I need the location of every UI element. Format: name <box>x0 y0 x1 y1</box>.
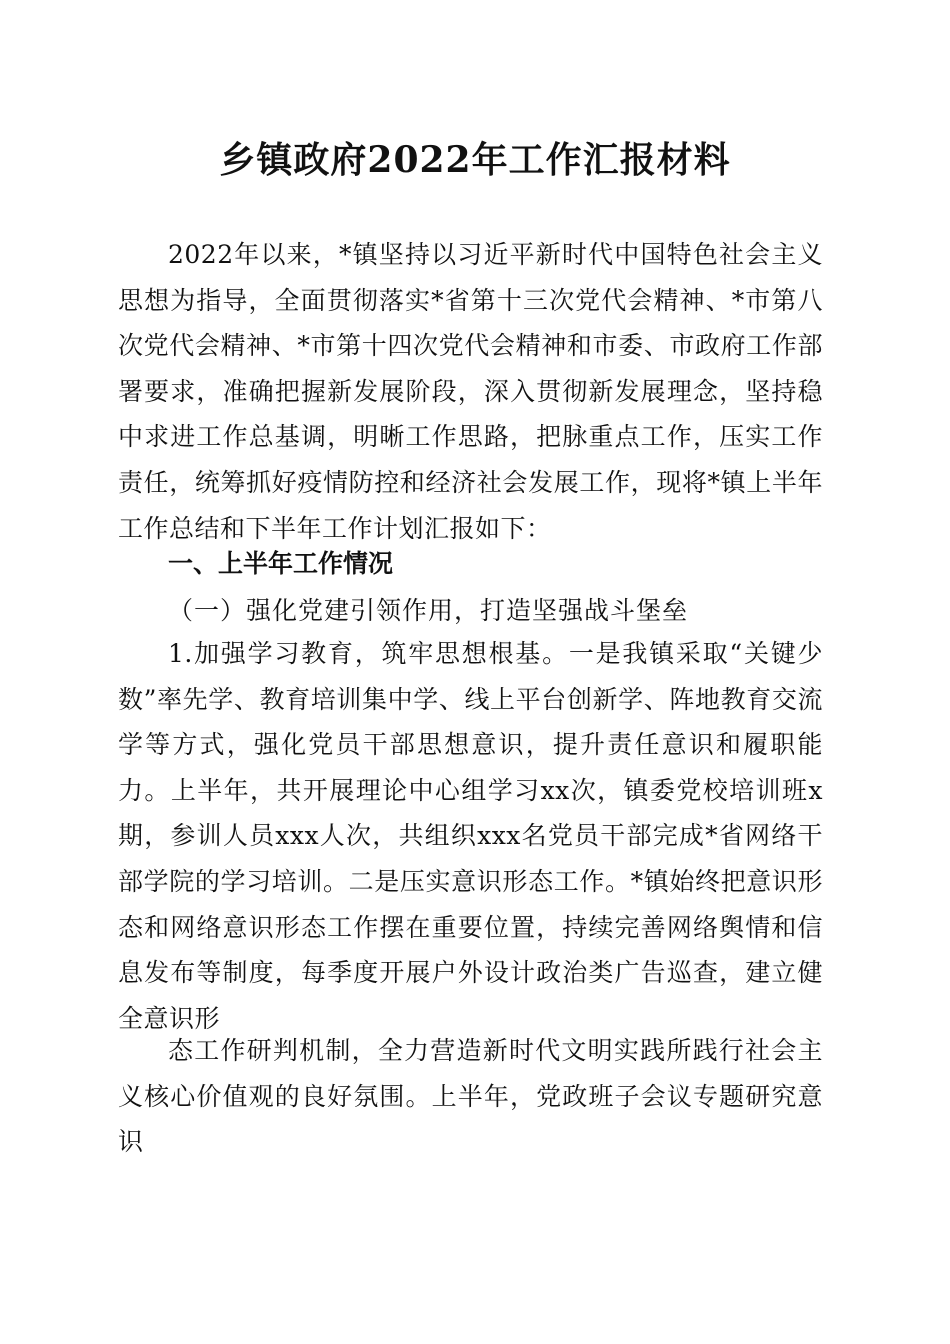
paragraph-intro: 2022年以来，*镇坚持以习近平新时代中国特色社会主义思想为指导，全面贯彻落实*省第十三次党代会精神、*市第八次党代会精神、*市第十四次党代会精神和市委、市政府工作部署要求，准确把握新发展阶段，深入贯彻新发展理念，坚持稳中求进工作总基调，明晰工作思路，把脉重点工作，压实工作责任，统筹抓好疫情防控和经济社会发展工作，现将*镇上半年工作总结和下半年工作计划汇报如下： <box>118 240 823 543</box>
section-heading: 一、上半年工作情况 <box>168 549 394 578</box>
subsection-heading: （一）强化党建引领作用，打造坚强战斗堡垒 <box>168 596 689 625</box>
document-title: 乡镇政府2022年工作汇报材料 <box>219 139 731 181</box>
paragraph-study: 1.加强学习教育，筑牢思想根基。一是我镇采取“关键少数”率先学、教育培训集中学、线上平台创新学、阵地教育交流学等方式，强化党员干部思想意识，提升责任意识和履职能力。上半年，共开展理论中心组学习xx次，镇委党校培训班x期，参训人员xxx人次，共组织xxx名党员干部完成*省网络干部学院的学习培训。二是压实意识形态工作。*镇始终把意识形态和网络意识形态工作摆在重要位置，持续完善网络舆情和信息发布等制度，每季度开展户外设计政治类广告巡查，建立健全意识形 <box>118 639 823 1033</box>
paragraph-continued: 态工作研判机制，全力营造新时代文明实践所践行社会主义核心价值观的良好氛围。上半年，党政班子会议专题研究意识 <box>118 1036 823 1157</box>
